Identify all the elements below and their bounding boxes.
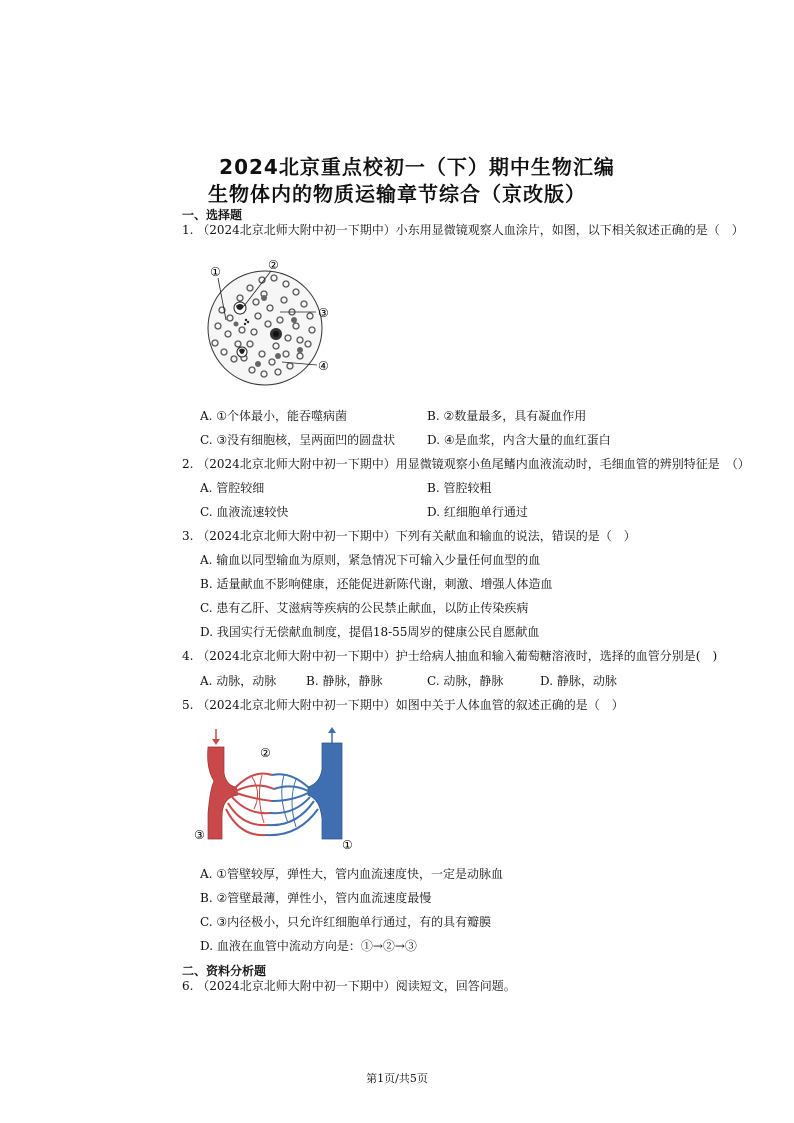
question-5-stem: 5. （2024北京北师大附中初一下期中）如图中关于人体血管的叙述正确的是（ ） [182,698,624,712]
page-number: 第1页/共5页 [366,1072,428,1085]
section-heading-analysis: 二、资料分析题 [182,964,267,978]
title-line-2: 生物体内的物质运输章节综合（京改版） [208,182,586,206]
q3-option-d: D. 我国实行无偿献血制度，提倡18-55周岁的健康公民自愿献血 [200,625,540,639]
vessel-label-2: ② [260,746,271,760]
question-1-stem: 1. （2024北京北师大附中初一下期中）小东用显微镜观察人血涂片，如图，以下相关叙述正确的是（ ） [182,223,744,237]
q1-option-d: D. ④是血浆，内含大量的血红蛋白 [427,433,611,447]
q5-option-c: C. ③内径极小，只允许红细胞单行通过，有的具有瓣膜 [200,915,492,929]
q5-option-b: B. ②管壁最薄，弹性小，管内血流速度最慢 [200,891,432,905]
q1-option-b: B. ②数量最多，具有凝血作用 [427,409,587,423]
q4-option-d: D. 静脉，动脉 [540,674,617,688]
question-4-stem: 4. （2024北京北师大附中初一下期中）护士给病人抽血和输入葡萄糖溶液时，选择的血管分别是( ) [182,649,718,663]
q4-option-c: C. 动脉，静脉 [427,674,504,688]
q3-option-a: A. 输血以同型输血为原则，紧急情况下可输入少量任何血型的血 [200,553,541,567]
question-3-stem: 3. （2024北京北师大附中初一下期中）下列有关献血和输血的说法，错误的是（ ） [182,529,636,543]
q2-option-b: B. 管腔较粗 [427,481,492,495]
q4-option-a: A. 动脉，动脉 [200,674,277,688]
label-4: ④ [318,359,329,373]
q1-option-a: A. ①个体最小，能吞噬病菌 [200,409,348,423]
q5-option-d: D. 血液在血管中流动方向是：①→②→③ [200,939,417,953]
q2-option-c: C. 血液流速较快 [200,505,289,519]
q3-option-c: C. 患有乙肝、艾滋病等疾病的公民禁止献血，以防止传染疾病 [200,601,529,615]
question-6-stem: 6. （2024北京北师大附中初一下期中）阅读短文，回答问题。 [182,979,516,993]
section-heading-choice: 一、选择题 [182,208,243,222]
blood-vessels-figure [192,727,362,852]
label-3: ③ [318,306,329,320]
label-1: ① [210,265,221,279]
label-2: ② [268,258,279,272]
q5-option-a: A. ①管壁较厚，弹性大，管内血流速度快，一定是动脉血 [200,867,504,881]
q2-option-d: D. 红细胞单行通过 [427,505,528,519]
title-line-1: 2024北京重点校初一（下）期中生物汇编 [219,155,615,179]
q3-option-b: B. 适量献血不影响健康，还能促进新陈代谢，刺激、增强人体造血 [200,577,553,591]
vessel-label-3: ③ [194,828,205,842]
vessel-label-1: ① [342,838,353,852]
question-2-stem: 2. （2024北京北师大附中初一下期中）用显微镜观察小鱼尾鳍内血液流动时，毛细血管的辨别特征是 （） [182,457,750,471]
q2-option-a: A. 管腔较细 [200,481,265,495]
q1-option-c: C. ③没有细胞核，呈两面凹的圆盘状 [200,433,396,447]
blood-smear-figure [200,258,340,390]
q4-option-b: B. 静脉，静脉 [306,674,383,688]
